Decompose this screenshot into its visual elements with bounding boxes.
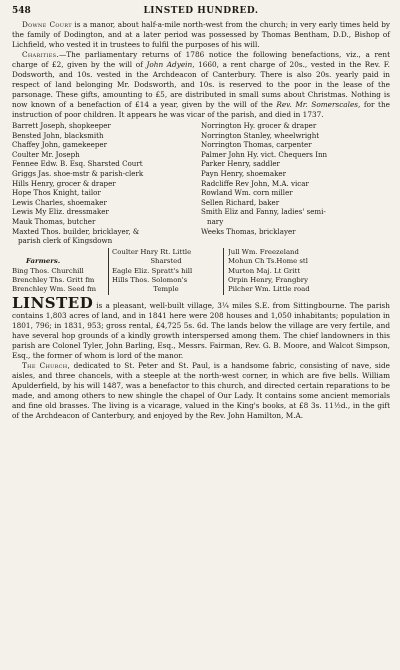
list-item: Norrington Thomas, carpenter bbox=[201, 140, 312, 150]
list-item: Rowland Wm. corn miller bbox=[201, 188, 293, 198]
downe-court-paragraph bbox=[12, 20, 390, 50]
farmers-column-3 bbox=[224, 248, 390, 295]
list-item: Brenchley Wm. Seed fm bbox=[12, 285, 97, 294]
list-item: Griggs Jas. shoe-mstr & parish-clerk bbox=[12, 168, 144, 178]
running-title: LINSTED HUNDRED. bbox=[143, 6, 259, 16]
list-item: Bing Thos. Churchill bbox=[12, 266, 84, 275]
book-page bbox=[12, 6, 390, 421]
list-item: Norrington Stanley, wheelwright bbox=[201, 130, 320, 140]
list-item: nary bbox=[207, 216, 224, 226]
list-item: Payn Henry, shoemaker bbox=[201, 168, 286, 178]
downe-court-text: is a manor, about half-a-mile north-west from the church; in very early times held by the family of Dodington, and at a later period was possessed by Thomas Bentham, D.D., Bishop of Lichfield, who vested it in trustees to fulfil the purposes of his will. bbox=[12, 20, 390, 49]
list-item: Mauk Thomas, butcher bbox=[12, 216, 96, 226]
list-item: Eagle Eliz. Spratt's hill bbox=[112, 266, 193, 275]
farmers-heading: Farmers. bbox=[26, 257, 61, 266]
list-item: Lewis My Eliz. dressmaker bbox=[12, 207, 109, 217]
church-paragraph bbox=[12, 361, 390, 421]
charities-text-a: —The parliamentary returns of 1786 notice the following benefactions, viz., a rent charge of £2, given by the will of bbox=[12, 50, 390, 69]
list-item: Smith Eliz and Fanny, ladies' semi- bbox=[201, 207, 326, 217]
list-item: Norrington Hy. grocer & draper bbox=[201, 121, 317, 130]
charities-text-e: , for the instruction of poor children. It appears he was vicar of the parish, and died in 1737. bbox=[12, 100, 391, 119]
list-item: Pilcher Wm. Little road bbox=[228, 285, 310, 294]
farmers-column-1 bbox=[12, 248, 108, 295]
list-item: Maxted Thos. builder, bricklayer, & bbox=[12, 226, 140, 236]
list-item bbox=[12, 248, 108, 257]
church-heading: The Church, bbox=[22, 360, 71, 370]
list-item: Bensted John, blacksmith bbox=[12, 130, 104, 140]
residents-right-column bbox=[201, 121, 390, 246]
list-item: Mohun Ch Ts.Home stl bbox=[228, 257, 308, 266]
list-item: Hills Henry, grocer & draper bbox=[12, 178, 116, 188]
list-item: Coulter Mr. Joseph bbox=[12, 149, 80, 159]
residents-left-column bbox=[12, 121, 201, 246]
list-item: Coulter Hnry Rt. Little bbox=[112, 247, 192, 256]
list-item: Weeks Thomas, bricklayer bbox=[201, 226, 296, 236]
list-item: Temple bbox=[153, 285, 179, 294]
list-item: Hope Thos Knight, tailor bbox=[12, 188, 101, 198]
list-item: Fennee Edw. B. Esq. Sharsted Court bbox=[12, 159, 143, 169]
charities-text-d: Rev. Mr. Somerscales bbox=[276, 100, 359, 109]
linsted-heading: LINSTED bbox=[12, 293, 94, 312]
page-number: 548 bbox=[12, 6, 31, 16]
list-item: Chaffey John, gamekeeper bbox=[12, 140, 108, 150]
church-text: dedicated to St. Peter and St. Paul, is a handsome fabric, consisting of nave, side aisles, and three chancels, with a steeple at the north-west corner, in which are five bells. William Apulderfield, by his will 1487, was a benefactor to this church, and directed certain reparations to be made, and among others to new shingle the chapel of Our Lady. It contains some ancient memorials and fine old brasses. The living is a vicarage, valued in the King's books, at £8 3s. 11½d., in the gift of the Archdeacon of Canterbury, and enjoyed by the Rev. John Hamilton, M.A. bbox=[12, 360, 390, 420]
charities-paragraph bbox=[12, 50, 390, 120]
residents-directory bbox=[12, 121, 390, 246]
list-item: Jull Wm. Freezeland bbox=[228, 247, 299, 256]
list-item: Lewis Charles, shoemaker bbox=[12, 197, 107, 207]
list-item: Barrett Joseph, shopkeeper bbox=[12, 121, 111, 130]
list-item: parish clerk of Kingsdown bbox=[18, 236, 113, 246]
page-header bbox=[12, 6, 390, 20]
list-item: Orpin Henry, Frangbry bbox=[228, 275, 308, 284]
list-item: Sellen Richard, baker bbox=[201, 197, 280, 207]
farmers-column-2 bbox=[108, 248, 224, 295]
linsted-text: is a pleasant, well-built village, 3¼ miles S.E. from Sittingbourne. The parish contains 1,803 acres of land, and in 1841 here were 208 houses and 1,050 inhabitants; population in 1801, 796; in 1831, 953; gross rental, £4,725 5s. 6d. The lands below the village are very fertile, and have several hop grounds of a kindly growth interspersed among them. The chief landowners in this parish are Colonel Tyler, John Barling, Esq., Messrs. Fairman, Rev. G. B. Moore, and Walcot Simpson, Esq., the former of whom is lord of the manor. bbox=[12, 300, 390, 360]
farmers-directory bbox=[12, 248, 390, 295]
charities-heading: Charities. bbox=[22, 50, 59, 59]
charities-text-c: , 1660, a rent charge of 20s., vested in the Rev. F. Dodsworth, and 10s. vested in the Archdeacon of Canterbury. There is also 20s. yearly paid in respect of land belonging Mr. Dodsworth, and 10s. is reserved to the poor in the lease of the parsonage. These gifts, amounting to £5, are distributed in small sums about Christmas. Nothing is now known of a benefaction of £14 a year, given by the will of the bbox=[12, 60, 390, 109]
list-item: Brenchley Ths. Gritt fm bbox=[12, 275, 95, 284]
list-item: Sharsted bbox=[150, 257, 182, 266]
downe-court-heading: Downe Court bbox=[22, 20, 72, 29]
charities-text-b: John Adyein bbox=[146, 60, 193, 69]
list-item: Murton Maj. Lt Gritt bbox=[228, 266, 301, 275]
linsted-paragraph bbox=[12, 293, 390, 361]
list-item: Palmer John Hy. vict. Chequers Inn bbox=[201, 149, 328, 159]
list-item: Hills Thos. Solomon's bbox=[112, 275, 188, 284]
list-item: Radcliffe Rev John, M.A. vicar bbox=[201, 178, 309, 188]
list-item: Parker Henry, saddler bbox=[201, 159, 280, 169]
